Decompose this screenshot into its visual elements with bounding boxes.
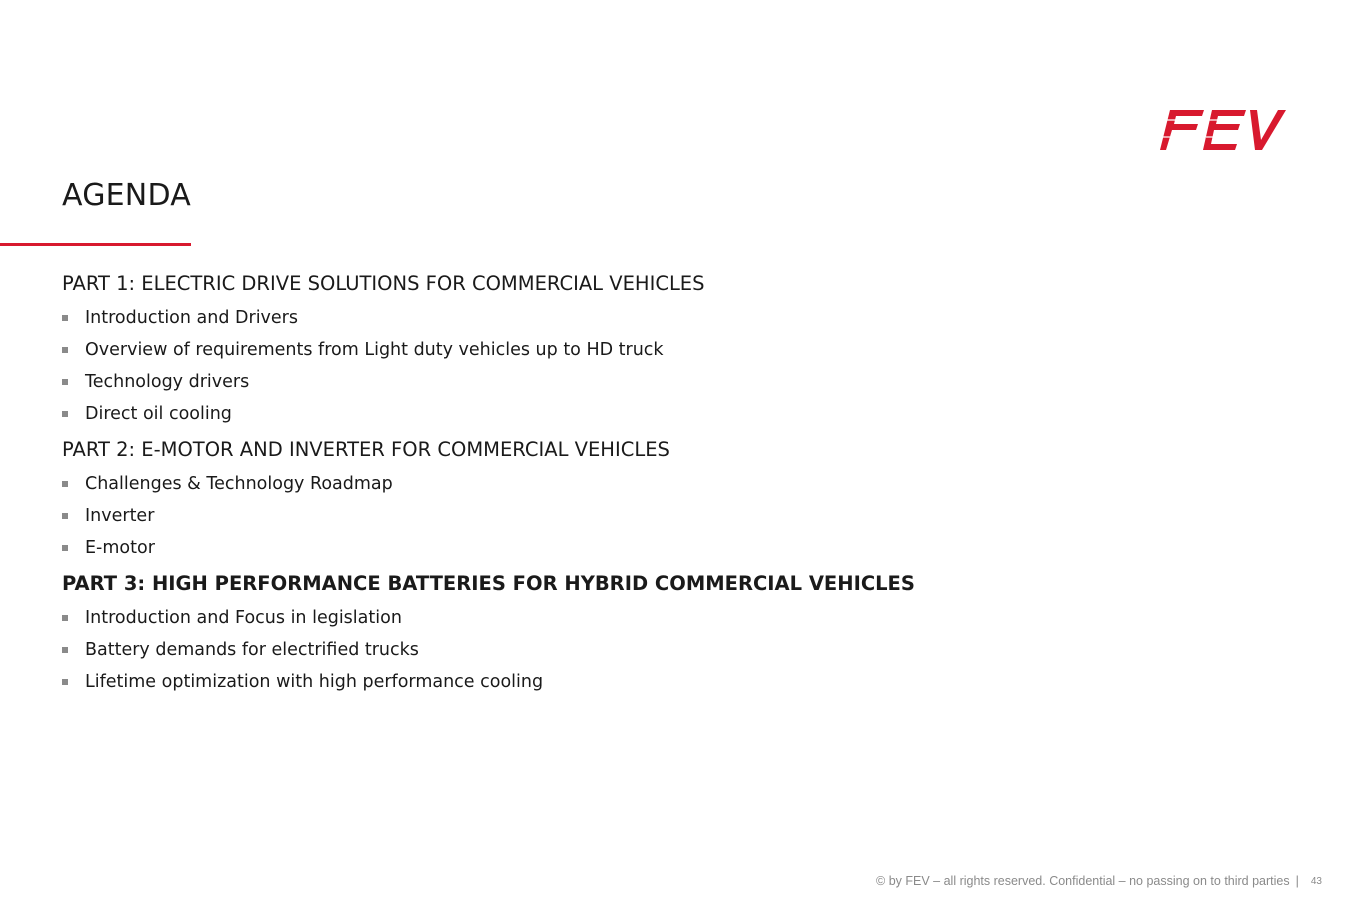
bullet-icon	[62, 647, 68, 653]
agenda-item	[62, 602, 1262, 634]
bullet-icon	[62, 545, 68, 551]
agenda-item-label: Direct oil cooling	[85, 404, 232, 424]
bullet-icon	[62, 481, 68, 487]
agenda-item	[62, 634, 1262, 666]
agenda-item-label: Overview of requirements from Light duty vehicles up to HD truck	[85, 340, 664, 360]
bullet-icon	[62, 513, 68, 519]
agenda-item	[62, 666, 1262, 698]
agenda-item	[62, 532, 1262, 564]
bullet-icon	[62, 379, 68, 385]
bullet-icon	[62, 315, 68, 321]
section-heading-active: PART 3: HIGH PERFORMANCE BATTERIES FOR HYBRID COMMERCIAL VEHICLES	[62, 572, 915, 595]
bullet-icon	[62, 679, 68, 685]
footer-separator: |	[1295, 874, 1299, 888]
footer	[876, 874, 1322, 888]
agenda-item-label: Inverter	[85, 506, 155, 526]
agenda-item-label: Introduction and Drivers	[85, 308, 298, 328]
agenda-item	[62, 366, 1262, 398]
bullet-icon	[62, 615, 68, 621]
agenda-item-label: Technology drivers	[85, 372, 250, 392]
agenda-item	[62, 468, 1262, 500]
section-heading: PART 1: ELECTRIC DRIVE SOLUTIONS FOR COMMERCIAL VEHICLES	[62, 272, 705, 295]
bullet-icon	[62, 347, 68, 353]
page-number: 43	[1310, 876, 1322, 887]
bullet-icon	[62, 411, 68, 417]
agenda-section-part-1	[62, 270, 1262, 430]
footer-copyright: © by FEV – all rights reserved. Confidential – no passing on to third parties	[876, 874, 1290, 888]
agenda-item-label: Battery demands for electrified trucks	[85, 640, 419, 660]
agenda-item-label: Introduction and Focus in legislation	[85, 608, 402, 628]
section-heading: PART 2: E-MOTOR AND INVERTER FOR COMMERCIAL VEHICLES	[62, 438, 670, 461]
agenda-item	[62, 302, 1262, 334]
title-underline	[0, 243, 191, 246]
agenda-item-label: Lifetime optimization with high performance cooling	[85, 672, 544, 692]
agenda-item	[62, 500, 1262, 532]
agenda-section-part-3	[62, 570, 1262, 698]
agenda-item	[62, 334, 1262, 366]
agenda-item	[62, 398, 1262, 430]
agenda-section-part-2	[62, 436, 1262, 564]
page-title: AGENDA	[62, 178, 191, 213]
agenda-item-label: Challenges & Technology Roadmap	[85, 474, 393, 494]
fev-logo	[1160, 110, 1286, 152]
agenda-item-label: E-motor	[85, 538, 155, 558]
agenda-list	[62, 270, 1262, 704]
